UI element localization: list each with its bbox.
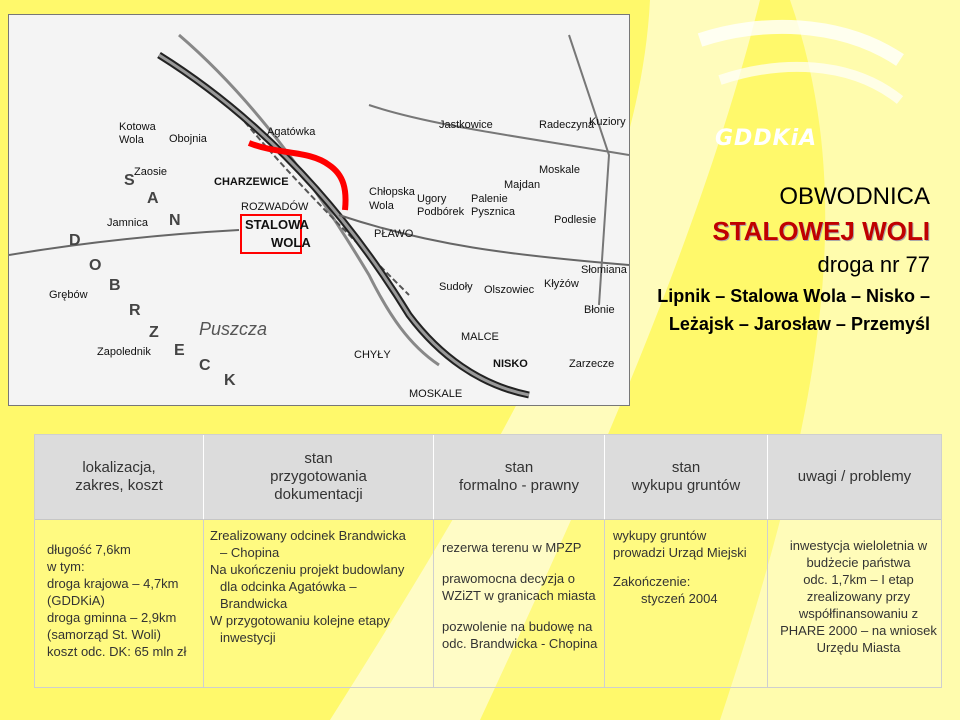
svg-text:Błonie: Błonie [584, 304, 615, 316]
svg-text:R: R [129, 302, 141, 319]
cell-documentation [204, 519, 434, 687]
gddkia-logo: GDDKiA [715, 126, 818, 151]
title-block [640, 180, 930, 338]
cell-text: W przygotowaniu kolejne etapy [210, 613, 390, 628]
title-line-1: OBWODNICA [779, 183, 930, 210]
cell-text: droga gminna – 2,9km [47, 610, 177, 625]
header-notes: uwagi / problemy [768, 435, 941, 519]
header-land-purchase: stan wykupu gruntów [605, 435, 768, 519]
cell-text: pozwolenie na budowę na [442, 619, 593, 634]
route-line-2: Leżajsk – Jarosław – Przemyśl [668, 314, 930, 334]
header-documentation: stan przygotowania dokumentacji [204, 435, 434, 519]
cell-text: odc. Brandwicka - Chopina [442, 636, 598, 651]
cell-text: Brandwicka [220, 596, 288, 611]
svg-text:Ugory: Ugory [417, 193, 447, 205]
cell-text: w tym: [47, 559, 85, 574]
svg-text:Moskale: Moskale [539, 164, 580, 176]
cell-text: dla odcinka Agatówka – [220, 579, 357, 594]
svg-text:MALCE: MALCE [461, 331, 499, 343]
svg-text:Agatówka: Agatówka [267, 126, 316, 138]
svg-text:Majdan: Majdan [504, 179, 541, 191]
svg-text:Zapolednik: Zapolednik [97, 346, 151, 358]
svg-text:Kuziory: Kuziory [589, 116, 626, 128]
cell-text: Zrealizowany odcinek Brandwicka [210, 528, 406, 543]
cell-text: zrealizowany przy [806, 589, 911, 604]
svg-text:NISKO: NISKO [493, 358, 528, 370]
svg-text:B: B [109, 277, 121, 294]
svg-text:Kłyżów: Kłyżów [544, 278, 579, 290]
cell-text: inwestycja wieloletnia w [789, 538, 928, 553]
svg-text:E: E [174, 342, 185, 359]
svg-text:O: O [89, 257, 102, 274]
svg-text:PŁAWO: PŁAWO [374, 228, 414, 240]
svg-text:Sudoły: Sudoły [439, 281, 473, 293]
svg-text:Podbórek: Podbórek [417, 206, 465, 218]
cell-land-purchase [605, 519, 768, 687]
svg-text:Wola: Wola [119, 134, 144, 146]
svg-text:MOSKALE: MOSKALE [409, 388, 463, 400]
svg-text:Olszowiec: Olszowiec [484, 284, 535, 296]
svg-text:Wola: Wola [369, 200, 394, 212]
cell-text: koszt odc. DK: 65 mln zł [47, 644, 187, 659]
svg-text:STALOWA: STALOWA [245, 217, 310, 232]
cell-text: Urzędu Miasta [816, 640, 901, 655]
cell-text: długość 7,6km [47, 542, 131, 557]
svg-text:K: K [224, 372, 236, 389]
cell-formal-legal [434, 519, 605, 687]
svg-text:Zaosie: Zaosie [134, 166, 168, 178]
svg-text:ROZWADÓW: ROZWADÓW [241, 201, 309, 213]
cell-text: PHARE 2000 – na wniosek [780, 623, 937, 638]
svg-text:S: S [124, 172, 135, 189]
cell-text: rezerwa terenu w MPZP [442, 540, 582, 555]
svg-text:Pysznica: Pysznica [471, 206, 516, 218]
status-table [34, 434, 942, 688]
svg-text:WOLA: WOLA [271, 235, 311, 250]
svg-text:Radeczyna: Radeczyna [539, 119, 595, 131]
cell-text: Na ukończeniu projekt budowlany [210, 562, 405, 577]
cell-text: Zakończenie: [613, 574, 691, 589]
svg-text:Zarzecze: Zarzecze [569, 358, 615, 370]
svg-text:Palenie: Palenie [471, 193, 508, 205]
svg-text:CHARZEWICE: CHARZEWICE [214, 176, 289, 188]
svg-text:Kotowa: Kotowa [119, 121, 156, 133]
cell-text: (GDDKiA) [47, 593, 105, 608]
svg-text:Jastkowice: Jastkowice [439, 119, 493, 131]
road-number: droga nr 77 [817, 252, 930, 277]
cell-text: prawomocna decyzja o [442, 571, 575, 586]
svg-text:A: A [147, 190, 159, 207]
svg-text:Z: Z [149, 324, 159, 341]
svg-text:Grębów: Grębów [49, 289, 88, 301]
cell-text: współfinansowaniu z [798, 606, 919, 621]
svg-text:Słomiana: Słomiana [581, 264, 627, 276]
svg-text:Puszcza: Puszcza [199, 319, 268, 339]
header-location: lokalizacja, zakres, koszt [35, 435, 204, 519]
title-line-2: STALOWEJ WOLI [712, 216, 930, 246]
cell-text: WZiZT w granicach miasta [442, 588, 596, 603]
svg-text:Jamnica: Jamnica [107, 217, 148, 229]
svg-text:D: D [69, 232, 81, 249]
cell-text: – Chopina [220, 545, 280, 560]
map-canvas [9, 15, 629, 405]
svg-text:N: N [169, 212, 181, 229]
cell-notes [768, 519, 941, 687]
cell-text: wykupy gruntów [613, 528, 707, 543]
cell-text: prowadzi Urząd Miejski [613, 545, 747, 560]
cell-text: droga krajowa – 4,7km [47, 576, 179, 591]
cell-text: budżecie państwa [806, 555, 911, 570]
cell-text: styczeń 2004 [641, 591, 718, 606]
svg-text:Podlesie: Podlesie [554, 214, 597, 226]
svg-text:CHYŁY: CHYŁY [354, 349, 391, 361]
cell-text: odc. 1,7km – I etap [803, 572, 914, 587]
svg-text:Obojnia: Obojnia [169, 133, 207, 145]
route-map [8, 14, 630, 406]
svg-text:Chłopska: Chłopska [369, 186, 415, 198]
route-line-1: Lipnik – Stalowa Wola – Nisko – [657, 286, 930, 306]
svg-text:C: C [199, 357, 211, 374]
header-formal-legal: stan formalno - prawny [434, 435, 605, 519]
cell-text: inwestycji [220, 630, 276, 645]
cell-text: (samorząd St. Woli) [47, 627, 161, 642]
cell-location [35, 519, 204, 687]
